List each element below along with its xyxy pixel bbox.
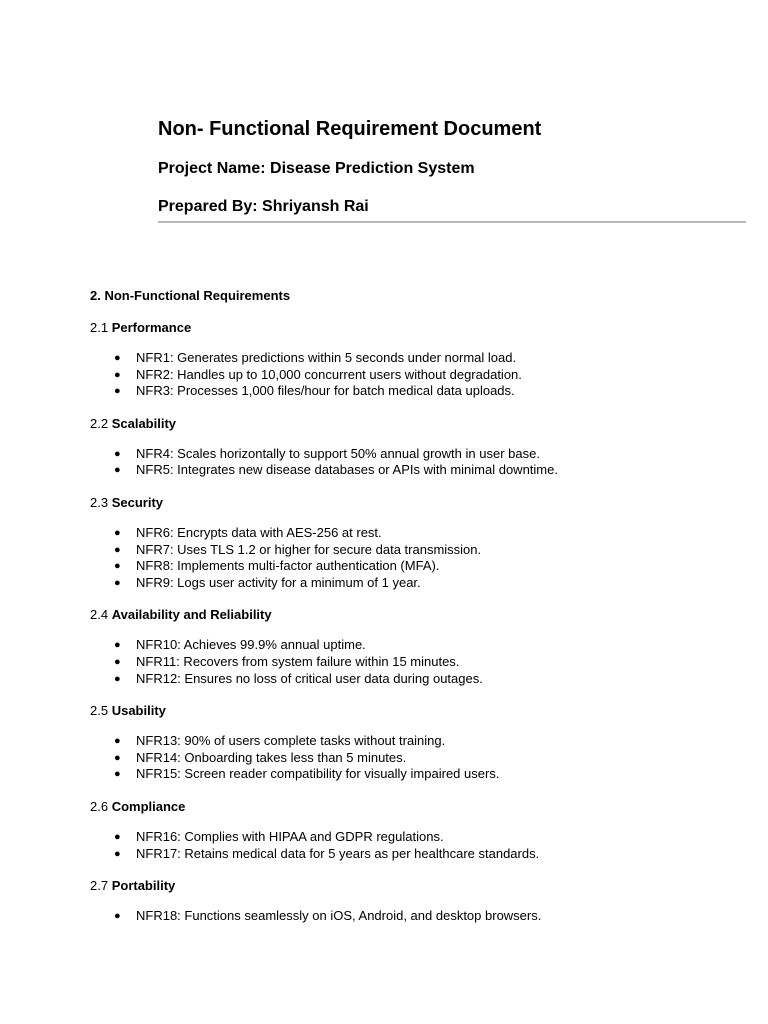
requirement-text: NFR16: Complies with HIPAA and GDPR regulations. xyxy=(136,828,444,844)
list-item xyxy=(90,558,740,575)
bullet-icon: ● xyxy=(114,543,121,556)
list-item xyxy=(90,829,740,846)
list-item xyxy=(90,525,740,542)
subsection-scalability xyxy=(90,415,740,479)
requirement-text: NFR9: Logs user activity for a minimum of 1 year. xyxy=(136,574,421,590)
subsection-label: Portability xyxy=(111,878,176,894)
bullet-icon: ● xyxy=(114,639,121,652)
subsection-title xyxy=(90,415,740,432)
list-item xyxy=(90,446,740,463)
bullet-icon: ● xyxy=(114,560,121,573)
prepared-by: Prepared By: Shriyansh Rai xyxy=(158,198,369,215)
list-item xyxy=(90,383,740,400)
requirement-text: NFR12: Ensures no loss of critical user data during outages. xyxy=(136,670,483,686)
subsection-usability xyxy=(90,702,740,783)
requirement-text: NFR1: Generates predictions within 5 seconds under normal load. xyxy=(136,350,517,365)
list-item xyxy=(90,733,740,750)
subsection-number: 2.3 xyxy=(90,494,109,510)
subsection-title xyxy=(90,319,740,336)
header-divider xyxy=(158,221,746,223)
subsection-compliance xyxy=(90,798,740,862)
bullet-icon: ● xyxy=(114,672,121,685)
subsection-label: Performance xyxy=(111,320,192,335)
requirement-list xyxy=(90,350,740,400)
requirement-text: NFR2: Handles up to 10,000 concurrent users without degradation. xyxy=(136,366,522,382)
requirement-text: NFR18: Functions seamlessly on iOS, Android, and desktop browsers. xyxy=(136,908,542,924)
subsection-title xyxy=(90,702,740,719)
requirement-text: NFR5: Integrates new disease databases or APIs with minimal downtime. xyxy=(136,462,558,478)
subsection-label: Security xyxy=(111,494,164,510)
requirement-text: NFR17: Retains medical data for 5 years as per healthcare standards. xyxy=(136,845,540,861)
subsection-availability-reliability xyxy=(90,606,740,687)
list-item xyxy=(90,575,740,592)
bullet-icon: ● xyxy=(114,830,121,843)
list-item xyxy=(90,367,740,384)
subsection-number: 2.7 xyxy=(90,878,109,894)
subsection-label: Availability and Reliability xyxy=(111,607,272,623)
bullet-icon: ● xyxy=(114,655,121,668)
subsection-performance xyxy=(90,319,740,400)
list-item xyxy=(90,542,740,559)
list-item xyxy=(90,846,740,863)
subsection-title xyxy=(90,494,740,511)
subsection-number: 2.4 xyxy=(90,607,109,623)
list-item xyxy=(90,654,740,671)
bullet-icon: ● xyxy=(114,910,121,923)
subsection-label: Scalability xyxy=(111,415,177,431)
requirement-list xyxy=(90,525,740,591)
bullet-icon: ● xyxy=(114,751,121,764)
requirement-text: NFR11: Recovers from system failure within 15 minutes. xyxy=(136,653,460,669)
document-body xyxy=(90,287,740,940)
requirement-text: NFR3: Processes 1,000 files/hour for batch medical data uploads. xyxy=(136,383,515,399)
requirement-list xyxy=(90,829,740,862)
requirement-list xyxy=(90,637,740,687)
bullet-icon: ● xyxy=(114,847,121,860)
requirement-list xyxy=(90,446,740,479)
requirement-text: NFR4: Scales horizontally to support 50% annual growth in user base. xyxy=(136,445,540,461)
requirement-text: NFR15: Screen reader compatibility for visually impaired users. xyxy=(136,766,500,782)
list-item xyxy=(90,750,740,767)
bullet-icon: ● xyxy=(114,352,121,364)
list-item xyxy=(90,350,740,367)
subsection-label: Compliance xyxy=(111,798,186,814)
bullet-icon: ● xyxy=(114,768,121,781)
document-header xyxy=(158,116,746,215)
requirement-text: NFR6: Encrypts data with AES-256 at rest. xyxy=(136,524,382,540)
subsection-label: Usability xyxy=(111,703,166,719)
bullet-icon: ● xyxy=(114,526,121,539)
bullet-icon: ● xyxy=(114,447,121,460)
bullet-icon: ● xyxy=(114,385,121,398)
document-title: Non- Functional Requirement Document xyxy=(158,118,542,140)
project-name: Project Name: Disease Prediction System xyxy=(158,160,475,177)
subsection-title xyxy=(90,877,740,894)
bullet-icon: ● xyxy=(114,576,121,589)
section-heading: 2. Non-Functional Requirements xyxy=(90,288,291,303)
bullet-icon: ● xyxy=(114,464,121,477)
list-item xyxy=(90,637,740,654)
subsection-title xyxy=(90,606,740,623)
bullet-icon: ● xyxy=(114,368,121,381)
requirement-text: NFR14: Onboarding takes less than 5 minutes. xyxy=(136,749,407,765)
list-item xyxy=(90,671,740,688)
subsection-number: 2.6 xyxy=(90,798,109,814)
subsection-portability xyxy=(90,877,740,925)
requirement-text: NFR10: Achieves 99.9% annual uptime. xyxy=(136,637,366,653)
subsection-number: 2.2 xyxy=(90,415,109,431)
requirement-list xyxy=(90,733,740,783)
subsection-number: 2.5 xyxy=(90,703,109,719)
list-item xyxy=(90,462,740,479)
subsection-number: 2.1 xyxy=(90,320,109,335)
subsection-title xyxy=(90,798,740,815)
list-item xyxy=(90,766,740,783)
requirement-text: NFR13: 90% of users complete tasks without training. xyxy=(136,733,446,749)
requirement-text: NFR7: Uses TLS 1.2 or higher for secure data transmission. xyxy=(136,541,482,557)
subsection-security xyxy=(90,494,740,591)
bullet-icon: ● xyxy=(114,735,121,748)
requirement-list xyxy=(90,908,740,925)
list-item xyxy=(90,908,740,925)
requirement-text: NFR8: Implements multi-factor authentication (MFA). xyxy=(136,558,440,574)
